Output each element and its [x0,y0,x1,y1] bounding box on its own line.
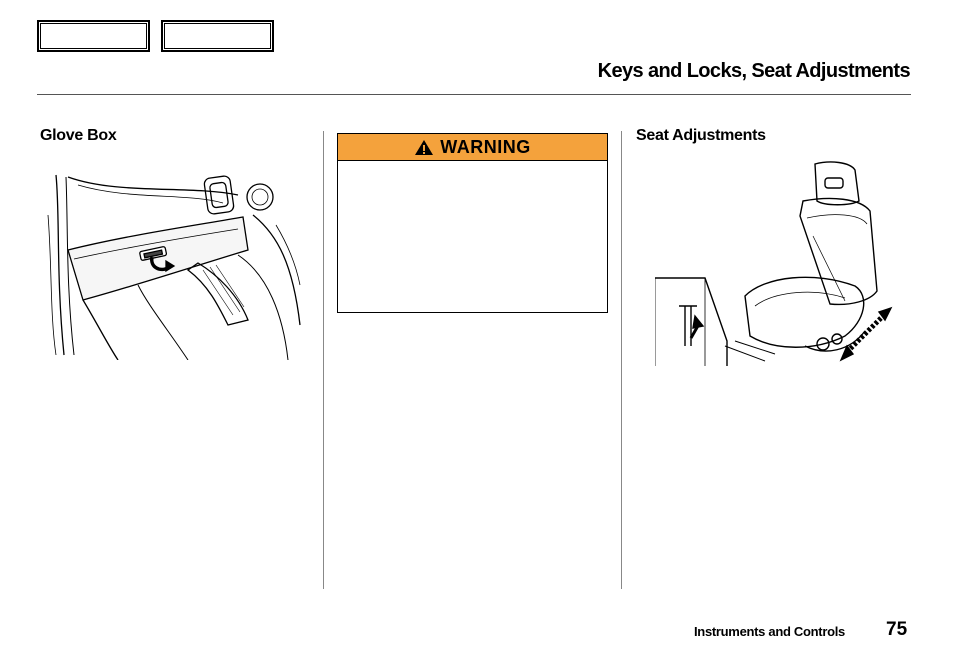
warning-triangle-icon [414,139,434,156]
nav-button-2[interactable] [161,20,274,52]
column-divider-left [323,131,324,589]
nav-button-1[interactable] [37,20,150,52]
warning-box [337,133,608,313]
title-divider [37,94,911,95]
warning-header [338,134,607,161]
warning-label: WARNING [440,136,531,157]
footer-section-name: Instruments and Controls [694,624,845,639]
glove-box-illustration [38,155,308,360]
seat-adjustment-illustration [655,156,895,366]
column-divider-right [621,131,622,589]
seat-adjustments-heading: Seat Adjustments [636,127,766,144]
page-title: Keys and Locks, Seat Adjustments [597,60,910,82]
page-number: 75 [886,619,908,640]
glove-box-heading: Glove Box [40,127,117,144]
